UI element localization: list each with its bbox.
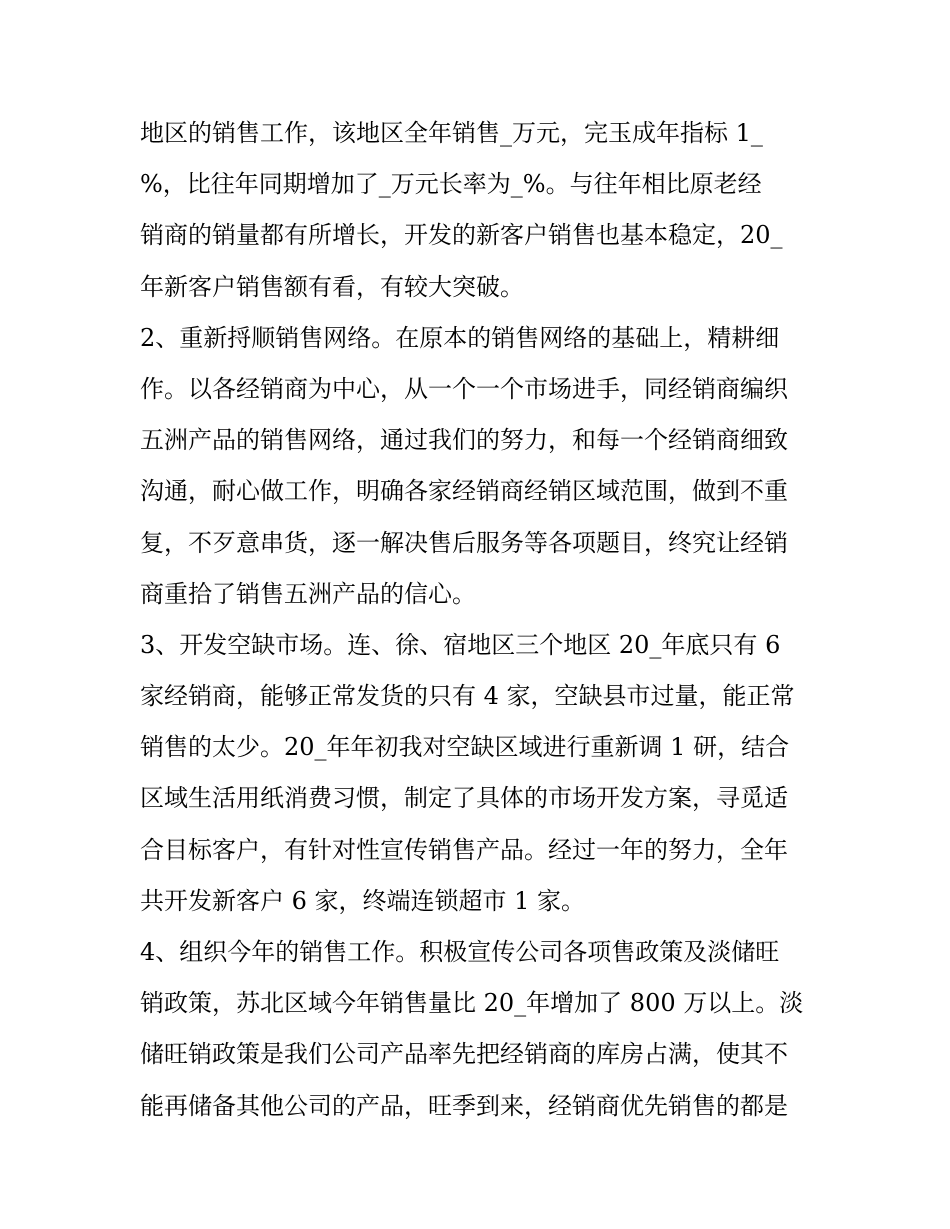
text-line: 合目标客户，有针对性宣传销售产品。经过一年的努力，全年 bbox=[140, 835, 788, 864]
text-line: 3、开发空缺市场。连、徐、宿地区三个地区 20_年底只有 6 bbox=[140, 630, 781, 659]
text-line: 销政策，苏北区域今年销售量比 20_年增加了 800 万以上。淡 bbox=[140, 989, 804, 1018]
text-line: 2、重新捋顺销售网络。在原本的销售网络的基础上，精耕细 bbox=[140, 323, 780, 352]
text-line: %，比往年同期增加了_万元长率为_%。与往年相比原老经 bbox=[140, 170, 762, 199]
text-line: 沟通，耐心做工作，明确各家经销商经销区域范围，做到不重 bbox=[140, 477, 788, 506]
text-line: 作。以各经销商为中心，从一个一个市场进手，同经销商编织 bbox=[140, 374, 788, 403]
text-line: 储旺销政策是我们公司产品率先把经销商的库房占满，使其不 bbox=[140, 1040, 788, 1069]
text-line: 4、组织今年的销售工作。积极宣传公司各项售政策及淡储旺 bbox=[140, 938, 780, 966]
text-line: 复，不歹意串货，逐一解决售后服务等各项题目，终究让经销 bbox=[140, 528, 788, 557]
text-line: 年新客户销售额有看，有较大突破。 bbox=[140, 272, 524, 301]
text-line: 共开发新客户 6 家，终端连锁超市 1 家。 bbox=[140, 886, 586, 915]
text-line: 地区的销售工作，该地区全年销售_万元，完玉成年指标 1_ bbox=[140, 119, 763, 147]
text-line: 能再储备其他公司的产品，旺季到来，经销商优先销售的都是 bbox=[140, 1091, 788, 1120]
text-line: 商重拾了销售五洲产品的信心。 bbox=[140, 579, 476, 608]
text-line: 家经销商，能够正常发货的只有 4 家，空缺县市过量，能正常 bbox=[140, 682, 795, 711]
body-text bbox=[140, 108, 815, 1132]
text-line: 销售的太少。20_年年初我对空缺区域进行重新调 1 研，结合 bbox=[140, 733, 790, 762]
text-line: 五洲产品的销售网络，通过我们的努力，和每一个经销商细致 bbox=[140, 426, 788, 455]
text-line: 区域生活用纸消费习惯，制定了具体的市场开发方案，寻觅适 bbox=[140, 784, 788, 813]
text-line: 销商的销量都有所增长，开发的新客户销售也基本稳定，20_ bbox=[140, 221, 783, 250]
